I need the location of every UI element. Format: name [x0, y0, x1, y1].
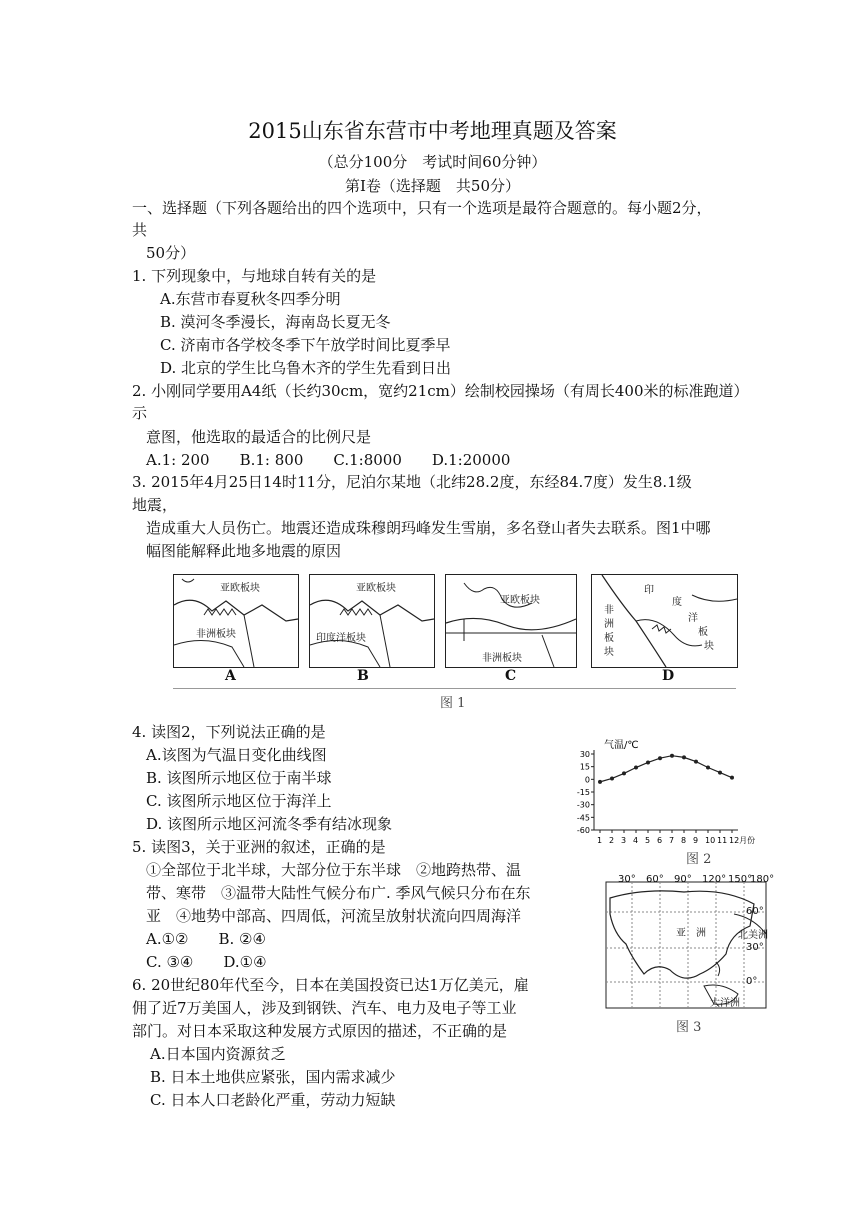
data-point [730, 776, 734, 780]
y-tick-label: -30 [576, 800, 590, 810]
figure1-panel-c [445, 574, 577, 668]
plate-label: 非洲板块 [196, 629, 236, 640]
figure3-caption: 图 3 [676, 1020, 702, 1035]
figure1-panel-a [173, 574, 299, 668]
q6-option: C. 日本人口老龄化严重，劳动力短缺 [150, 1091, 396, 1109]
q2-stem: 2. 小刚同学要用A4纸（长约30cm，宽约21cm）绘制校园操场（有周长400米的标准跑道） [132, 382, 749, 400]
q5-stem: 5. 读图3，关于亚洲的叙述，正确的是 [132, 838, 386, 856]
map-label: 亚 洲 [676, 928, 706, 939]
lon-tick: 60° [646, 874, 664, 885]
q6-option: B. 日本土地供应紧张，国内需求减少 [150, 1068, 396, 1086]
data-point [694, 760, 698, 764]
panel-letter: B [357, 668, 369, 684]
asia-map-icon [604, 874, 768, 1010]
x-tick-label: 9 [693, 836, 699, 845]
x-tick-label: 12月份 [729, 836, 756, 845]
map-label: 北美洲 [738, 930, 768, 941]
lon-tick: 90° [674, 874, 692, 885]
part1-heading-line2: 50分） [146, 244, 196, 262]
data-point [598, 780, 602, 784]
plate-label: 板 [604, 633, 614, 644]
plate-label: 块 [604, 647, 614, 658]
lat-tick: 30° [746, 942, 764, 953]
plate-label: 印度洋板块 [316, 633, 366, 644]
x-tick-label: 4 [633, 836, 639, 845]
q5-options: A.①② B. ②④ [146, 930, 266, 948]
x-tick-label: 11 [717, 836, 728, 845]
q5-options: C. ③④ D.①④ [146, 953, 267, 971]
plate-label: 洲 [604, 619, 614, 630]
part1-heading-cont: 共 [132, 221, 148, 239]
part1-heading: 一、选择题（下列各题给出的四个选项中，只有一个选项是最符合题意的。每小题2分， [132, 199, 712, 217]
figure2-caption: 图 2 [686, 852, 712, 867]
q3-stem: 3. 2015年4月25日14时11分，尼泊尔某地（北纬28.2度，东经84.7度）发生8.1级 [132, 473, 692, 491]
q2-stem-cont: 示 [132, 404, 148, 422]
figure-3 [604, 874, 775, 1035]
x-tick-label: 2 [609, 836, 615, 845]
x-tick-label: 5 [645, 836, 651, 845]
q6-option: A.日本国内资源贫乏 [150, 1045, 286, 1063]
q1-stem: 1. 下列现象中，与地球自转有关的是 [132, 267, 377, 285]
q4-option: D. 该图所示地区河流冬季有结冰现象 [146, 815, 393, 833]
panel-letter: D [662, 668, 675, 684]
y-tick-label: 0 [584, 775, 590, 785]
plate-label: 亚欧板块 [356, 583, 396, 594]
y-tick-label: -60 [576, 826, 590, 835]
q6-stem: 6. 20世纪80年代至今，日本在美国投资已达1万亿美元，雇 [132, 976, 529, 994]
q2-stem-line2: 意图，他选取的最适合的比例尺是 [146, 428, 372, 446]
q4-stem: 4. 读图2，下列说法正确的是 [132, 723, 326, 741]
data-point [622, 771, 626, 775]
lon-tick: 120° [702, 874, 727, 885]
y-tick-label: 30 [579, 750, 590, 759]
y-tick-label: -45 [576, 813, 590, 823]
plate-label: 亚欧板块 [220, 583, 260, 594]
q4-option: A.该图为气温日变化曲线图 [146, 746, 327, 764]
figure1-panel-b [309, 574, 435, 668]
x-tick-label: 8 [681, 836, 687, 845]
data-point [634, 766, 638, 770]
q6-stem: 佣了近7万美国人，涉及到钢铁、汽车、电力及电子等工业 [132, 999, 517, 1017]
figure1-panel-d [591, 574, 738, 668]
plate-label: 印 [644, 585, 654, 596]
q5-line: 带、寒带 ③温带大陆性气候分布广. 季风气候只分布在东 [146, 884, 531, 902]
x-tick-label: 6 [657, 836, 663, 845]
q1-option: B. 漠河冬季漫长，海南岛长夏无冬 [160, 313, 391, 331]
plate-label: 洋 [688, 613, 698, 624]
q5-line: ①全部位于北半球，大部分位于东半球 ②地跨热带、温 [146, 861, 522, 879]
map-label: 大洋洲 [710, 998, 740, 1009]
plate-label: 非洲板块 [482, 653, 522, 664]
y-tick-label: -15 [576, 788, 590, 797]
data-point [658, 756, 662, 760]
chart-ylabel: 气温/℃ [604, 740, 639, 751]
plate-label: 非 [604, 605, 614, 616]
q6-stem: 部门。对日本采取这种发展方式原因的描述，不正确的是 [132, 1022, 508, 1040]
q3-stem-line3: 幅图能解释此地多地震的原因 [146, 542, 342, 560]
q1-option: A.东营市春夏秋冬四季分明 [160, 290, 341, 308]
plate-label: 板 [698, 627, 708, 638]
y-tick-label: 15 [579, 762, 590, 772]
lat-tick: 60° [746, 906, 764, 917]
plate-label: 亚欧板块 [500, 595, 540, 606]
q3-stem-line2: 造成重大人员伤亡。地震还造成珠穆朗玛峰发生雪崩，多名登山者失去联系。图1中哪 [146, 519, 711, 537]
temperature-chart [566, 738, 756, 856]
q4-option: B. 该图所示地区位于南半球 [146, 769, 332, 787]
figure-2 [566, 738, 756, 868]
data-point [718, 771, 722, 775]
plate-label: 块 [704, 641, 714, 652]
page-title: 2015山东省东营市中考地理真题及答案 [248, 119, 617, 143]
data-point [610, 776, 614, 780]
data-point [646, 760, 650, 764]
data-point [706, 766, 710, 770]
q1-option: D. 北京的学生比乌鲁木齐的学生先看到日出 [160, 359, 452, 377]
lon-tick: 30° [618, 874, 636, 885]
lat-tick: 0° [746, 976, 758, 987]
q2-options: A.1: 200 B.1: 800 C.1:8000 D.1:20000 [146, 451, 511, 469]
x-tick-label: 3 [621, 836, 627, 845]
x-tick-label: 1 [597, 836, 603, 845]
plate-label: 度 [672, 597, 682, 608]
data-point [670, 754, 674, 758]
exam-info: （总分100分 考试时间60分钟） [318, 153, 547, 171]
data-point [682, 755, 686, 759]
section-heading: 第Ⅰ卷（选择题 共50分） [344, 177, 520, 195]
lon-tick: 150° [728, 874, 753, 885]
q3-stem-cont: 地震， [132, 496, 178, 514]
x-tick-label: 7 [669, 836, 675, 845]
q5-line: 亚 ④地势中部高、四周低，河流呈放射状流向四周海洋 [146, 907, 522, 925]
panel-letter: C [505, 668, 517, 684]
panel-letter: A [225, 668, 236, 684]
lon-tick: 180° [750, 874, 775, 885]
q4-option: C. 该图所示地区位于海洋上 [146, 792, 332, 810]
figure1-divider [173, 688, 736, 689]
q1-option: C. 济南市各学校冬季下午放学时间比夏季早 [160, 336, 451, 354]
x-tick-label: 10 [705, 836, 716, 845]
series-line [600, 756, 732, 782]
figure1-caption: 图 1 [440, 696, 466, 711]
